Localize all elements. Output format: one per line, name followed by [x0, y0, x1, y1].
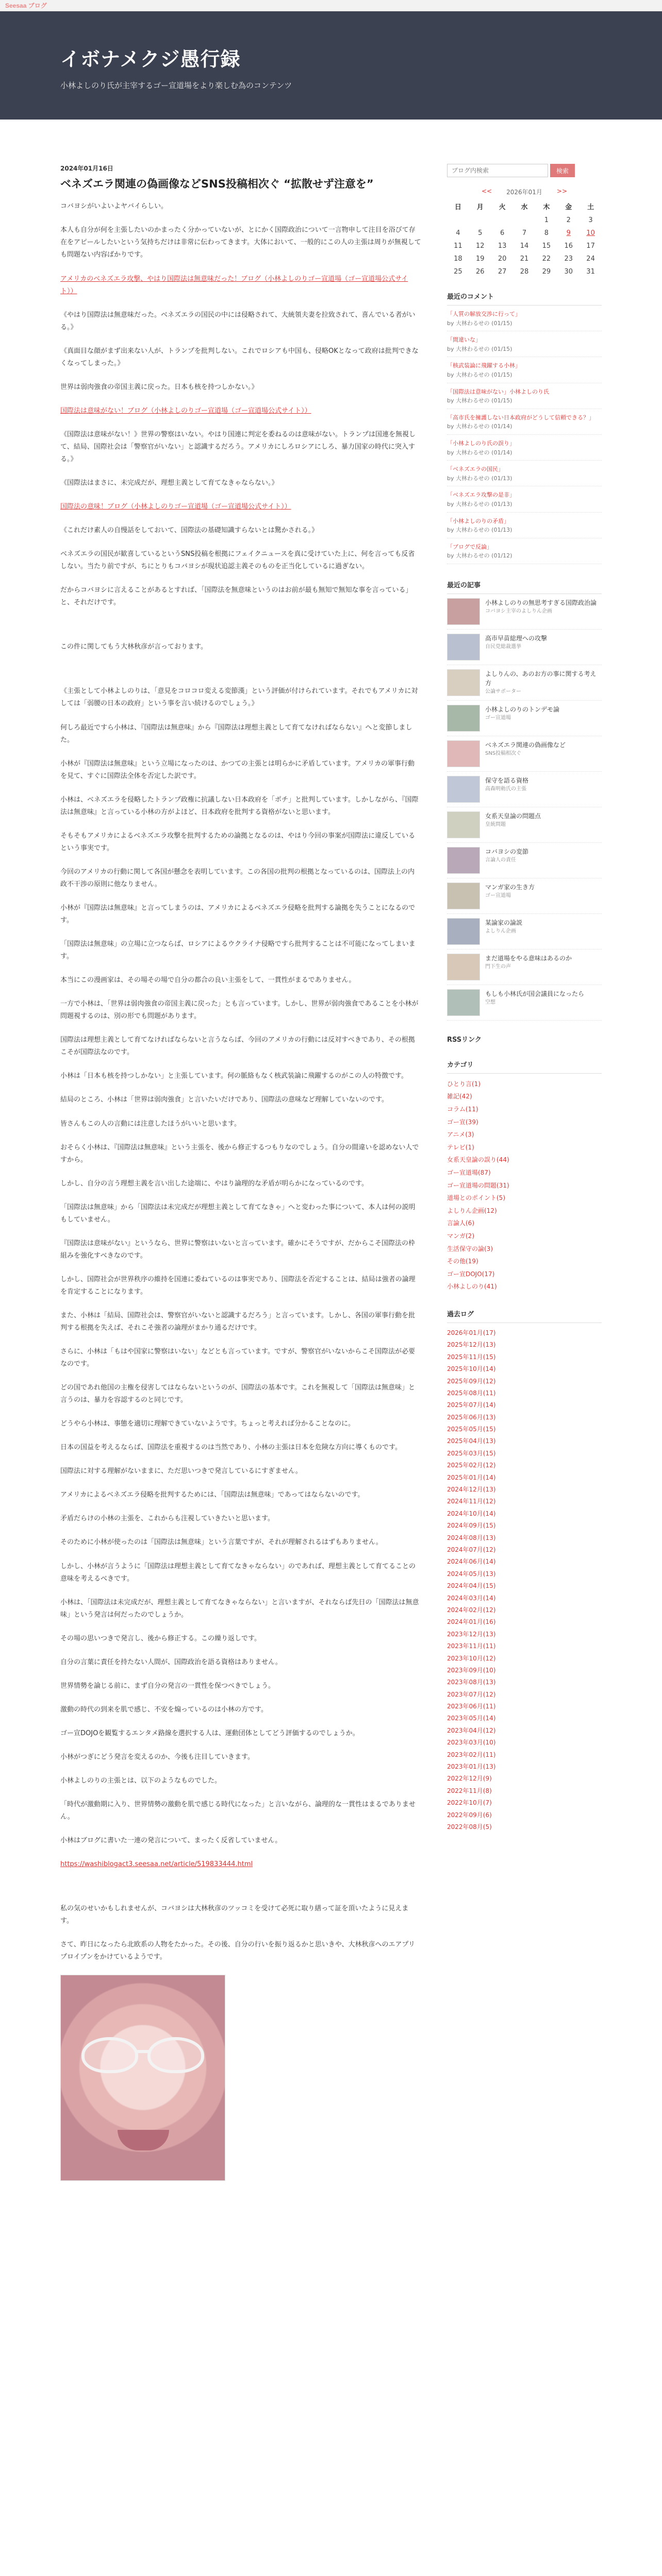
post-paragraph: 本当にこの漫画家は、その場その場で自分の都合の良い主張をして、一貫性がまるでありません。	[60, 976, 356, 985]
recent-article-excerpt: 門下生の声	[485, 963, 511, 970]
recent-article-title[interactable]: マンガ家の生き方	[485, 883, 535, 891]
calendar-day: 1	[544, 216, 549, 224]
comment-item	[447, 461, 602, 486]
recent-article-item[interactable]	[447, 950, 602, 985]
recent-article-text	[485, 776, 528, 793]
comment-title-link[interactable]: 「高市氏を擁護しない日本政府がどうして信頼できる？」	[447, 414, 594, 421]
post-paragraph: 日本の国益を考えるならば、国際法を重視するのは当然であり、小林の主張は日本を危険な方向に導くものです。	[60, 1444, 402, 1452]
post-paragraph: 何しろ最近ですら小林は、『国際法は無意味』から『国際法は理想主義として育てなければならない』へと変節しました。	[60, 723, 412, 744]
article-thumbnail[interactable]	[447, 918, 480, 945]
comment-item	[447, 331, 602, 357]
comment-title-link[interactable]: 「小林よしのりの矛盾」	[447, 517, 509, 524]
post-paragraph: 《国際法はまさに、未完成だが、理想主義として育てなきゃならない。》	[60, 479, 278, 487]
archive-link[interactable]: 2025年02月(12)	[447, 1462, 496, 1469]
post-link-anchor[interactable]: https://washiblogact3.seesaa.net/article/519833444.html	[60, 1860, 253, 1869]
calendar-day: 24	[586, 255, 595, 263]
comment-author: by 大林わるせの (01/15)	[447, 319, 512, 327]
post-date: 2024年01月16日	[60, 165, 113, 172]
post-paragraph: さて、昨日になったら北欧系の人物をたかった。その後、自分の行いを振り返るかと思いきや、大林秋彦へのエアプリプロイプンをかけているようです。	[60, 1941, 415, 1961]
category-link[interactable]: ゴー宣(39)	[447, 1118, 478, 1126]
archive-link[interactable]: 2022年11月(8)	[447, 1787, 492, 1794]
calendar-day: 17	[586, 242, 595, 250]
post-paragraph: 国際法に対する理解がないままに、ただ思いつきで発言しているにすぎません。	[60, 1467, 302, 1476]
post-link[interactable]	[60, 273, 421, 298]
calendar-day: 28	[520, 268, 529, 276]
blog-title[interactable]: イボナメクジ愚行録	[60, 48, 241, 71]
article-thumbnail[interactable]	[447, 776, 480, 803]
archive-link[interactable]: 2022年12月(9)	[447, 1775, 492, 1783]
post-paragraph: ゴー宣DOJOを観覧するエンタメ路線を選択する人は、運動団体としてどう評価するのでしょうか。	[60, 1729, 359, 1737]
comment-title-link[interactable]: 「間違いな」	[447, 336, 481, 344]
comment-author: by 大林わるせの (01/15)	[447, 397, 512, 404]
article-thumbnail[interactable]	[447, 883, 480, 909]
post-paragraph: そのために小林が使ったのは「国際法は無意味」という言葉ですが、それが理解されるはずもありません。	[60, 1538, 383, 1547]
post-paragraph: 皆さんもこの人の言動には注意したほうがいいと思います。	[60, 1120, 241, 1128]
recent-article-text	[485, 811, 541, 828]
recent-article-item[interactable]	[447, 736, 602, 772]
archive-link[interactable]: 2023年06月(11)	[447, 1703, 496, 1710]
recent-article-item[interactable]	[447, 878, 602, 914]
comment-author: by 大林わるせの (01/14)	[447, 423, 512, 430]
comment-title-link[interactable]: 「ベネズエラ攻撃の是非」	[447, 492, 515, 499]
post-link-anchor[interactable]: 国際法は意味がない！ブログ（小林よしのりゴー宣道場（ゴー宣道場公式サイト））	[60, 406, 311, 415]
recent-article-title[interactable]: もしも小林氏が国会議員になったら	[485, 990, 585, 997]
categories-list	[447, 1078, 602, 1293]
recent-article-title[interactable]: 小林よしのりの無思考すぎる国際政治論	[485, 599, 597, 606]
glasses-right-lens	[147, 2037, 204, 2073]
recent-article-title[interactable]: 保守を語る資格	[485, 776, 529, 784]
archive-link[interactable]: 2024年11月(12)	[447, 1498, 496, 1505]
archive-link[interactable]: 2024年01月(16)	[447, 1618, 496, 1626]
comment-item	[447, 306, 602, 331]
post-paragraph: 本人も自分が何を主張したいのかまったく分かっていないが、とにかく国際政治について一言物申して注目を浴びて存在をアピールしたいという気持ちだけは非常に伝わってきます。大体において、一般的にこの人の主張は周りが無視しても問題ない内容ばかりです。	[60, 226, 421, 259]
post-paragraph: 小林はブログに書いた一連の発言について、まったく反省していません。	[60, 1837, 282, 1845]
post-spacer	[60, 620, 421, 641]
category-link[interactable]: ゴー宣道場(87)	[447, 1169, 491, 1177]
post-paragraph: 国際法は理想主義として育てなければならないと言うならば、今回のアメリカの行動には反対すべきであり、その根拠こそが国際法なのです。	[60, 1036, 415, 1057]
calendar-day: 12	[476, 242, 485, 250]
recent-article-item[interactable]	[447, 665, 602, 701]
recent-article-excerpt: 言論人の責任	[485, 857, 516, 863]
article-thumbnail[interactable]	[447, 705, 480, 732]
calendar-weekday: 土	[587, 204, 594, 211]
recent-article-excerpt: コバヨシ主宰のよしりん企画	[485, 608, 552, 614]
category-link[interactable]: 雑記(42)	[447, 1093, 472, 1100]
comment-author: by 大林わるせの (01/15)	[447, 371, 512, 378]
comment-item	[447, 486, 602, 512]
archive-link[interactable]: 2025年01月(14)	[447, 1473, 496, 1481]
archive-link[interactable]: 2025年04月(13)	[447, 1437, 496, 1445]
recent-article-excerpt: ゴー宣道場	[485, 715, 511, 721]
calendar-day: 7	[522, 229, 527, 237]
calendar-day: 18	[454, 255, 462, 263]
archive-link[interactable]: 2024年09月(15)	[447, 1522, 496, 1530]
calendar-day: 14	[520, 242, 529, 250]
comment-author: by 大林わるせの (01/13)	[447, 500, 512, 507]
archive-link[interactable]: 2023年11月(11)	[447, 1642, 496, 1650]
archive-link[interactable]: 2025年05月(15)	[447, 1426, 496, 1433]
post-paragraph: 矛盾だらけの小林の主張を、これからも注視していきたいと思います。	[60, 1515, 274, 1523]
calendar-day: 8	[544, 229, 549, 237]
article-thumbnail[interactable]	[447, 598, 480, 625]
post-paragraph: どの国であれ他国の主権を侵害してはならないというのが、国際法の基本です。これを無視して「国際法は無意味」と言うのは、暴力を容認するのと同じです。	[60, 1384, 415, 1404]
calendar	[447, 188, 602, 276]
archive-link[interactable]: 2024年06月(14)	[447, 1558, 496, 1566]
categories-heading: カテゴリ	[447, 1059, 602, 1074]
recent-comments-list	[447, 306, 602, 564]
archive-link[interactable]: 2023年12月(13)	[447, 1630, 496, 1638]
recent-article-item[interactable]	[447, 914, 602, 950]
seesaa-logo[interactable]: Seesaa ブログ	[5, 2, 47, 9]
calendar-empty	[469, 216, 491, 224]
category-link[interactable]: ゴー宣道場の問題(31)	[447, 1181, 509, 1189]
calendar-grid	[447, 201, 602, 276]
post-paragraph: 世界は弱肉強食の帝国主義に戻った。日本も核を持つしかない。》	[60, 383, 258, 391]
recent-article-excerpt: 皇統問題	[485, 821, 506, 827]
calendar-day: 5	[478, 229, 483, 237]
recent-comments-heading: 最近のコメント	[447, 291, 602, 306]
calendar-month: 2026年01月	[506, 189, 542, 196]
recent-article-text	[485, 847, 528, 864]
calendar-prev-link[interactable]: <<	[481, 188, 492, 195]
recent-article-excerpt: 高森明勅氏の主張	[485, 786, 526, 792]
post-paragraph: そもそもアメリカによるベネズエラ攻撃を批判するための論拠となるのは、やはり今回の事案が国際法に違反しているという事実です。	[60, 832, 416, 852]
comment-item	[447, 435, 602, 461]
article-thumbnail[interactable]	[447, 811, 480, 838]
post-paragraph: 私の気のせいかもしれませんが、コバヨシは大林秋彦のツッコミを受けて必死に取り繕って証を頂いたように見えます。	[60, 1905, 409, 1925]
calendar-weekday: 日	[454, 204, 461, 211]
comment-title-link[interactable]: 「人質の解放交渉に行って」	[447, 311, 521, 317]
post-paragraph: しかし、自分の言う理想主義を言い出した途端に、やはり論理的な矛盾が明らかになっているのです。	[60, 1179, 368, 1188]
glasses-left-lens	[81, 2037, 138, 2073]
recent-article-text	[485, 883, 535, 900]
archives-heading: 過去ログ	[447, 1309, 602, 1323]
calendar-empty	[514, 216, 536, 224]
post-paragraph: また、小林は「結局、国際社会は、警察官がいないと認識するだろう」と言っています。しかし、各国の軍事行動を批判する根拠を失えば、それこそ強者の論理がまかり通るだけです。	[60, 1311, 415, 1332]
main-content	[60, 120, 421, 2201]
recent-article-excerpt: ゴー宣道場	[485, 892, 511, 899]
calendar-day: 2	[566, 216, 571, 224]
archive-link[interactable]: 2023年03月(10)	[447, 1739, 496, 1747]
sidebar	[447, 120, 602, 2201]
face-mouth	[118, 2130, 169, 2150]
category-link[interactable]: よしりん企画(12)	[447, 1207, 497, 1214]
post-link[interactable]	[60, 1858, 421, 1871]
recent-article-text	[485, 918, 522, 935]
recent-article-item[interactable]	[447, 701, 602, 736]
calendar-day[interactable]: 9	[566, 229, 571, 237]
comment-item	[447, 383, 602, 409]
calendar-day: 27	[498, 268, 507, 276]
post-paragraph: 小林は、ベネズエラを侵略したトランプ政権に抗議しない日本政府を「ポチ」と批判しています。しかしながら、『国際法は無意味』と言っている小林の方がよほど、日本政府を批判する資格がないと思います。	[60, 795, 419, 816]
post-paragraph: アメリカによるベネズエラ侵略を批判するためには、「国際法は無意味」であってはならないのです。	[60, 1491, 365, 1499]
comment-title-link[interactable]: 「ブログで反論」	[447, 543, 492, 550]
category-link[interactable]: その他(19)	[447, 1258, 478, 1265]
archive-link[interactable]: 2022年10月(7)	[447, 1799, 492, 1807]
post-paragraph: 《国際法は意味がない！》世界の警察はいない。やはり国連に判定を委ねるのは意味がない。トランプは国連を無視して、結局、国際社会は「警察官がいない」と認識するだろう。アメリカにしろロシアにしろ、暴力国家の時代に突入する。》	[60, 430, 416, 463]
recent-article-text	[485, 954, 572, 971]
archive-link[interactable]: 2024年02月(12)	[447, 1606, 496, 1614]
archive-link[interactable]: 2023年09月(10)	[447, 1666, 496, 1674]
blog-header	[0, 11, 662, 120]
recent-article-title[interactable]: よしりんの、あのお方の事に関する考え方	[485, 670, 597, 687]
comment-item	[447, 513, 602, 538]
recent-article-excerpt: SNS投稿相次ぐ	[485, 750, 522, 756]
post-paragraph: だからコバヨシに言えることがあるとすれば、「国際法を無意味というのはお前が最も無知で無知な事を言っている」と、それだけです。	[60, 586, 412, 607]
category-link[interactable]: テレビ(1)	[447, 1143, 474, 1151]
archive-link[interactable]: 2023年05月(14)	[447, 1715, 496, 1722]
search-button[interactable]: 検索	[550, 164, 575, 177]
archive-link[interactable]: 2025年07月(14)	[447, 1401, 496, 1409]
post-paragraph: 小林は、「国際法は未完成だが、理想主義として育てなきゃならない」と言いますが、それならば先日の「国際法は無意味」という発言は何だったのでしょうか。	[60, 1598, 419, 1619]
article-thumbnail[interactable]	[447, 634, 480, 660]
archive-link[interactable]: 2023年08月(13)	[447, 1679, 496, 1686]
recent-article-text	[485, 740, 566, 757]
calendar-weekday: 月	[476, 204, 484, 211]
comment-item	[447, 538, 602, 564]
recent-article-item[interactable]	[447, 807, 602, 843]
article-thumbnail[interactable]	[447, 847, 480, 874]
calendar-empty	[491, 216, 514, 224]
archive-link[interactable]: 2025年08月(11)	[447, 1389, 496, 1397]
post-paragraph: 小林は「日本も核を持つしかない」と主張しています。何の脈絡もなく核武装論に飛躍するのがこの人の特徴です。	[60, 1072, 408, 1080]
category-link[interactable]: 道場とのポイント(5)	[447, 1194, 505, 1202]
post-paragraph: 今回のアメリカの行動に関して各国が懸念を表明しています。この各国の批判の根拠となっているのは、国際法上の内政不干渉の原則に他なりません。	[60, 868, 415, 888]
archive-link[interactable]: 2023年04月(12)	[447, 1726, 496, 1734]
recent-article-title[interactable]: コバヨシの変節	[485, 848, 529, 855]
recent-article-title[interactable]: 某論家の論説	[485, 919, 523, 926]
calendar-empty	[447, 216, 469, 224]
recent-article-excerpt: よしりん企画	[485, 928, 516, 934]
post-paragraph: しかし、国際社会が世界秩序の維持を国連に委ねているのは事実であり、国際法を否定することは、結局は強者の論理を肯定することになります。	[60, 1275, 416, 1296]
recent-article-text	[485, 634, 547, 651]
post-link[interactable]	[60, 501, 421, 513]
blog-description: 小林よしのり氏が主宰するゴー宣道場をより楽しむ為のコンテンツ	[60, 81, 292, 90]
post-paragraph: 小林が『国際法は無意味』と言ってしまうのは、アメリカによるベネズエラ侵略を批判する論拠を失うことになるのです。	[60, 904, 416, 925]
calendar-next-link[interactable]: >>	[556, 188, 568, 195]
post-paragraph: さらに、小林は「もはや国家に警察はいない」などとも言っています。ですが、警察官がいないからこそ国際法が必要なのです。	[60, 1348, 415, 1368]
archive-link[interactable]: 2024年05月(13)	[447, 1570, 496, 1578]
archive-link[interactable]: 2024年12月(13)	[447, 1486, 496, 1494]
post-paragraph: おそらく小林は、『国際法は無意味』という主張を、後から修正するつもりなのでしょう。自分の間違いを認めない人ですから。	[60, 1143, 419, 1164]
comment-author: by 大林わるせの (01/15)	[447, 345, 512, 352]
calendar-weekday: 木	[543, 204, 550, 211]
calendar-day: 11	[454, 242, 462, 250]
recent-article-text	[485, 989, 584, 1006]
archive-link[interactable]: 2024年03月(14)	[447, 1594, 496, 1602]
category-link[interactable]: 小林よしのり(41)	[447, 1283, 497, 1291]
recent-article-excerpt: 空想	[485, 999, 495, 1005]
archive-link[interactable]: 2025年11月(15)	[447, 1353, 496, 1361]
post-paragraph: 小林が『国際法は無意味』という立場になったのは、かつての主張とは明らかに矛盾しています。アメリカの軍事行動を見て、すぐに国際法全体を否定した訳です。	[60, 759, 415, 780]
category-link[interactable]: 女系天皇論の誤り(44)	[447, 1156, 509, 1164]
recent-article-text	[485, 705, 559, 722]
article-thumbnail[interactable]	[447, 954, 480, 980]
post-paragraph: 《主張として小林よしのりは、「意見をコロコロ変える変節漢」という評価が付けられています。それでもアメリカに対しては「弱腰の日本の政府」という事を言い続けるのでしょう。》	[60, 687, 418, 708]
archive-link[interactable]: 2022年09月(6)	[447, 1811, 492, 1819]
archive-link[interactable]: 2024年10月(14)	[447, 1510, 496, 1517]
recent-article-title[interactable]: まだ道場をやる意味はあるのか	[485, 954, 572, 962]
comment-title-link[interactable]: 「ベネズエラの国民」	[447, 466, 504, 473]
comment-item	[447, 409, 602, 435]
calendar-day: 30	[564, 268, 573, 276]
post-paragraph: この件に関してもう大林秋彦が言っております。	[60, 643, 207, 651]
comment-title-link[interactable]: 「核武装論に飛躍する小林」	[447, 362, 521, 369]
post-paragraph: 《真面目な顔がまず出来ない人が、トランプを批判しない。これでロシアも中国も、侵略OKとなって政府は批判できなくなってしまった。》	[60, 347, 419, 367]
calendar-day: 3	[588, 216, 593, 224]
recent-article-item[interactable]	[447, 772, 602, 807]
comment-item	[447, 357, 602, 383]
calendar-day: 13	[498, 242, 507, 250]
post-paragraph: 「時代が激動期に入り、世界情勢の激動を肌で感じる時代になった」と言いながら、論理的な一貫性はまるでありません。	[60, 1801, 416, 1821]
recent-article-text	[485, 598, 597, 615]
search-input[interactable]	[447, 164, 548, 177]
archive-link[interactable]: 2026年01月(17)	[447, 1329, 496, 1336]
post-paragraph: 「国際法は無意味」から「国際法は未完成だが理想主義として育てなきゃ」へと変わった事について、本人は何の説明もしていません。	[60, 1203, 416, 1224]
post-body	[60, 200, 421, 1963]
calendar-day: 16	[564, 242, 573, 250]
calendar-day: 6	[500, 229, 505, 237]
recent-articles-list	[447, 594, 602, 1021]
post-paragraph: 「国際法は無意味」の立場に立つならば、ロシアによるウクライナ侵略ですら批判することは不可能になってしまいます。	[60, 940, 416, 961]
calendar-weekday: 金	[565, 204, 572, 211]
recent-article-title[interactable]: 小林よしのりのトンデモ論	[485, 705, 560, 713]
recent-article-item[interactable]	[447, 985, 602, 1021]
post-spacer	[60, 665, 421, 685]
post-photo	[60, 1975, 225, 2181]
comment-author: by 大林わるせの (01/14)	[447, 449, 512, 456]
calendar-day: 20	[498, 255, 507, 263]
archive-link[interactable]: 2023年10月(12)	[447, 1654, 496, 1662]
comment-title-link[interactable]: 「小林よしのり氏の誤り」	[447, 439, 515, 447]
archive-link[interactable]: 2025年06月(13)	[447, 1413, 496, 1421]
post-paragraph: 一方で小林は、「世界は弱肉強食の帝国主義に戻った」とも言っています。しかし、世界が弱肉強食であることを小林が問題視するのは、別の形でも問題があります。	[60, 1000, 419, 1021]
calendar-day: 22	[542, 255, 551, 263]
archive-link[interactable]: 2024年07月(12)	[447, 1546, 496, 1553]
category-link[interactable]: 言論人(6)	[447, 1219, 474, 1227]
comment-title-link[interactable]: 「国際法は意味がない」小林よしのり氏	[447, 388, 549, 395]
recent-article-title[interactable]: ベネズエラ関連の偽画像など	[485, 741, 566, 749]
post-paragraph: 世界情勢を論じる前に、まず自分の発言の一貫性を保つべきでしょう。	[60, 1682, 275, 1690]
recent-article-title[interactable]: 女系天皇論の問題点	[485, 812, 541, 820]
calendar-day: 19	[476, 255, 485, 263]
post-paragraph: 《これだけ素人の自慢話をしておいて、国際法の基礎知識すらないとは驚かされる。》	[60, 527, 319, 535]
archive-link[interactable]: 2023年02月(11)	[447, 1751, 496, 1758]
post-paragraph: 自分の言葉に責任を持たない人間が、国際政治を語る資格はありません。	[60, 1658, 282, 1666]
post-paragraph: 結局のところ、小林は「世界は弱肉強食」と言いたいだけであり、国際法の意味など理解していないのです。	[60, 1096, 388, 1104]
calendar-day: 26	[476, 268, 485, 276]
post-paragraph: ベネズエラの国民が歓喜しているというSNS投稿を根拠にフェイクニュースを真に受けていた上に、何を言っても反省しない。当たり前ですが、ちにとりもコバヨシが現状追認主義そのものを正当化しているに過ぎない。	[60, 550, 415, 571]
recent-article-item[interactable]	[447, 843, 602, 878]
category-link[interactable]: マンガ(2)	[447, 1232, 474, 1240]
category-link[interactable]: ゴー宣DOJO(17)	[447, 1270, 495, 1278]
category-link[interactable]: アニメ(3)	[447, 1131, 474, 1139]
post-spacer	[60, 1882, 421, 1903]
post-paragraph: 《やはり国際法は無意味だった。ベネズエラの国民の中には侵略されて、大統領夫妻を拉致されて、喜んでいる者がいる。》	[60, 311, 416, 331]
comment-author: by 大林わるせの (01/13)	[447, 527, 512, 534]
article-thumbnail[interactable]	[447, 740, 480, 767]
post-link-anchor[interactable]: 国際法の意味！ブログ（小林よしのりゴー宣道場（ゴー宣道場公式サイト））	[60, 503, 291, 511]
category-link[interactable]: ひとり言(1)	[447, 1080, 481, 1088]
recent-article-item[interactable]	[447, 594, 602, 630]
post-link-anchor[interactable]: アメリカのベネズエラ攻撃、やはり国際法は無意味だった！ブログ（小林よしのりゴー宣道場（ゴー宣道場公式サイト））	[60, 275, 408, 295]
post-link[interactable]	[60, 405, 421, 417]
comment-author: by 大林わるせの (01/12)	[447, 552, 512, 560]
post-paragraph: しかし、小林が言うように「国際法は理想主義として育てなきゃならない」のであれば、理想主義として育てることの意味を考えるべきです。	[60, 1562, 416, 1583]
archive-link[interactable]: 2025年10月(14)	[447, 1365, 496, 1373]
recent-article-item[interactable]	[447, 630, 602, 665]
post-title[interactable]: ベネズエラ関連の偽画像などSNS投稿相次ぐ “拡散せず注意を”	[60, 178, 374, 190]
article-thumbnail[interactable]	[447, 669, 480, 696]
archive-link[interactable]: 2024年04月(15)	[447, 1582, 496, 1590]
post-paragraph: 激動の時代の到来を肌で感じ、不安を煽っているのは小林の方です。	[60, 1705, 268, 1714]
post-paragraph: どうやら小林は、事態を適切に理解できていないようです。ちょっと考えれば分かることなのに。	[60, 1420, 355, 1428]
article-thumbnail[interactable]	[447, 989, 480, 1016]
recent-article-title[interactable]: 高市早苗総理への攻撃	[485, 634, 548, 642]
calendar-day: 15	[542, 242, 551, 250]
post-paragraph: 小林よしのりの主張とは、以下のようなものでした。	[60, 1777, 222, 1785]
post-paragraph: 小林がつぎにどう発言を変えるのか、今後も注目していきます。	[60, 1753, 254, 1761]
post-paragraph: その場の思いつきで発言し、後から修正する。この繰り返しです。	[60, 1634, 261, 1642]
seesaa-topbar	[0, 0, 662, 11]
category-link[interactable]: 生活保守の論(3)	[447, 1245, 493, 1252]
post-paragraph: 『国際法は意味がない』というなら、世界に警察はいないと言っています。確かにそうですが、だからこそ国際法の枠組みを強化すべきなのです。	[60, 1239, 415, 1260]
archive-link[interactable]: 2025年12月(13)	[447, 1341, 496, 1349]
archive-link[interactable]: 2025年09月(12)	[447, 1377, 496, 1385]
recent-article-excerpt: 公論サポーター	[485, 688, 521, 694]
calendar-day: 21	[520, 255, 529, 263]
calendar-weekday: 水	[521, 204, 528, 211]
calendar-day: 29	[542, 268, 551, 276]
archive-link[interactable]: 2023年07月(12)	[447, 1690, 496, 1698]
calendar-day: 31	[586, 268, 595, 276]
recent-article-text	[485, 669, 602, 696]
calendar-day: 23	[564, 255, 573, 263]
archive-link[interactable]: 2022年08月(5)	[447, 1823, 492, 1831]
recent-article-excerpt: 自民党総裁選挙	[485, 643, 521, 650]
archive-link[interactable]: 2023年01月(13)	[447, 1763, 496, 1771]
calendar-day: 25	[454, 268, 462, 276]
search-form	[447, 164, 602, 177]
recent-articles-heading: 最近の記事	[447, 580, 602, 594]
rss-link[interactable]: RSSリンク	[447, 1036, 482, 1044]
post-paragraph: コバヨシがいよいよヤバイらしい。	[60, 202, 168, 211]
calendar-day: 4	[456, 229, 460, 237]
category-link[interactable]: コラム(11)	[447, 1106, 478, 1113]
calendar-day[interactable]: 10	[586, 229, 595, 237]
calendar-weekday: 火	[499, 204, 506, 211]
archive-link[interactable]: 2025年03月(15)	[447, 1449, 496, 1457]
archives-list	[447, 1327, 602, 1833]
comment-author: by 大林わるせの (01/13)	[447, 474, 512, 482]
archive-link[interactable]: 2024年08月(13)	[447, 1534, 496, 1541]
